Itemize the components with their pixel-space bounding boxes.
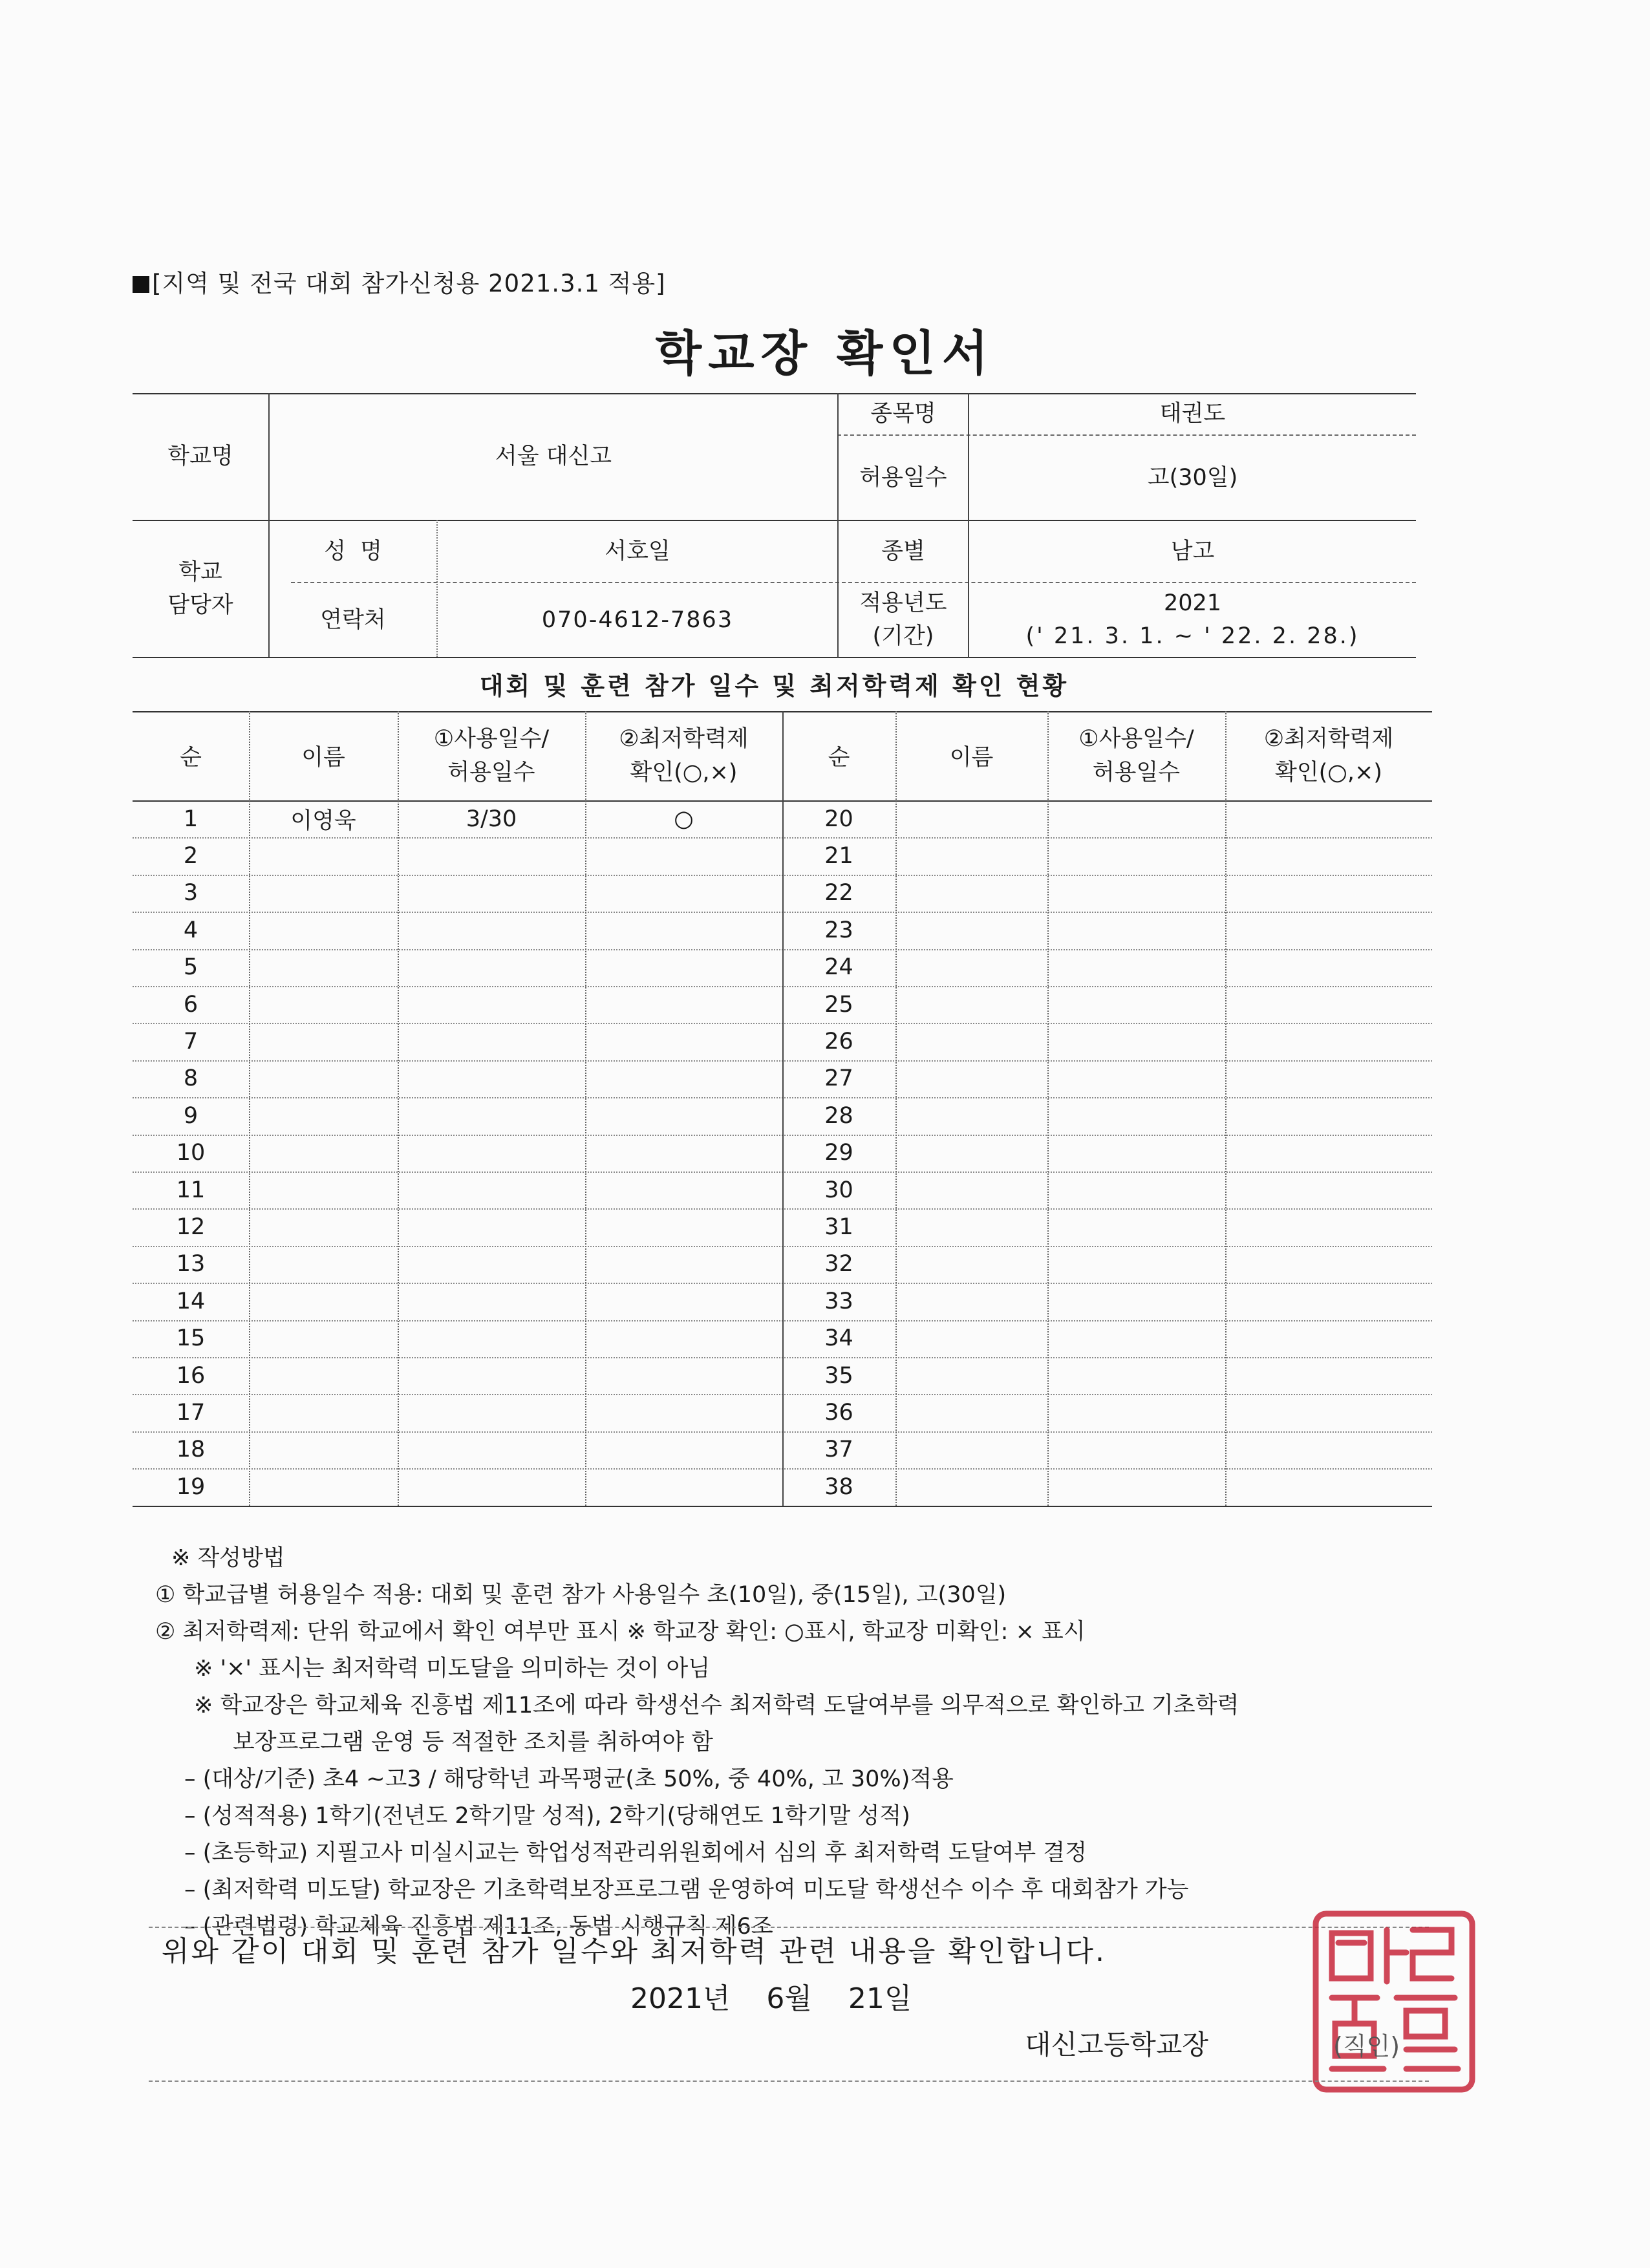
header-days-left [398, 711, 585, 800]
manager-label-line2: 담당자 [167, 592, 233, 618]
year-label [839, 583, 968, 657]
form-header-text: [지역 및 전국 대회 참가신청용 2021.3.1 적용] [152, 270, 666, 297]
note-line-2: ② 최저학력제: 단위 학교에서 확인 여부만 표시 ※ 학교장 확인: ○표시, 학교장 미확인: × 표시 [155, 1619, 1086, 1645]
row-days-used [1047, 800, 1225, 837]
row-days-used [1047, 1246, 1225, 1283]
row-name [895, 1431, 1047, 1468]
row-days-used: 3/30 [466, 806, 517, 832]
row-number: 13 [176, 1251, 206, 1278]
row-days-used [1047, 1320, 1225, 1357]
header-check-line2: 확인(○,×) [1275, 760, 1382, 786]
header-days-right [1047, 711, 1225, 800]
row-number: 20 [824, 806, 853, 832]
row-days-used [398, 1060, 585, 1097]
row-days-used [398, 949, 585, 986]
row-number: 5 [183, 954, 198, 981]
row-name [249, 1394, 398, 1431]
row-number: 2 [183, 843, 198, 870]
category-value: 남고 [1170, 538, 1215, 564]
row-name [895, 1135, 1047, 1171]
row-number: 26 [824, 1029, 853, 1055]
row-name [895, 800, 1047, 837]
row-min-grade-check [1225, 1394, 1432, 1431]
row-days-used [1047, 986, 1225, 1023]
row-days-used [1047, 875, 1225, 912]
row-number: 19 [176, 1473, 206, 1500]
row-name [895, 1246, 1047, 1283]
row-days-used [398, 1171, 585, 1208]
row-min-grade-check [585, 1320, 782, 1357]
row-name [895, 949, 1047, 986]
row-days-used [1047, 1060, 1225, 1097]
row-number: 23 [824, 917, 853, 943]
row-min-grade-check [1225, 1283, 1432, 1320]
row-min-grade-check [1225, 1171, 1432, 1208]
row-number: 33 [824, 1288, 853, 1314]
note-line-10: – (관련법령) 학교체육 진흥법 제11조, 동법 시행규칙 제6조 [184, 1914, 773, 1940]
row-number: 1 [183, 806, 198, 832]
document-title: 학교장 확인서 [655, 326, 995, 381]
row-number: 37 [824, 1437, 853, 1463]
row-number: 8 [183, 1065, 198, 1092]
row-name [249, 1468, 398, 1505]
instructions-heading: ※ 작성방법 [171, 1545, 285, 1571]
row-min-grade-check [1225, 986, 1432, 1023]
note-line-7: – (성적적용) 1학기(전년도 2학기말 성적), 2학기(당해연도 1학기말 성적) [184, 1803, 910, 1829]
header-no-left: 순 [180, 745, 202, 771]
row-days-used [1047, 1283, 1225, 1320]
year-number: 2021 [1163, 590, 1222, 617]
row-min-grade-check [585, 986, 782, 1023]
row-number: 14 [176, 1288, 206, 1314]
row-number: 10 [176, 1140, 206, 1166]
sport-label: 종목명 [870, 400, 936, 427]
row-number: 35 [824, 1362, 853, 1389]
contact-value: 070-4612-7863 [541, 606, 734, 633]
confirmation-date: 2021년 6월 21일 [630, 1982, 912, 2015]
row-name [249, 1135, 398, 1171]
year-label-line1: 적용년도 [859, 590, 947, 617]
row-name [895, 1060, 1047, 1097]
header-name-right: 이름 [949, 745, 994, 771]
row-min-grade-check [585, 1394, 782, 1431]
year-label-line2: (기간) [872, 623, 934, 649]
row-name [249, 912, 398, 948]
row-name [249, 986, 398, 1023]
row-name [249, 1357, 398, 1394]
row-number: 4 [183, 917, 198, 943]
row-number: 27 [824, 1065, 853, 1092]
row-min-grade-check [1225, 1208, 1432, 1245]
row-number: 31 [824, 1214, 853, 1241]
row-name [895, 875, 1047, 912]
row-name [895, 1283, 1047, 1320]
row-number: 22 [824, 880, 853, 906]
category-label: 종별 [881, 538, 925, 564]
row-min-grade-check [1225, 1060, 1432, 1097]
row-days-used [398, 1023, 585, 1060]
school-name-label: 학교명 [167, 443, 233, 469]
row-min-grade-check [585, 1060, 782, 1097]
row-name [249, 1208, 398, 1245]
row-days-used [1047, 1357, 1225, 1394]
form-header-label [133, 264, 666, 299]
row-days-used [398, 1320, 585, 1357]
row-name [895, 986, 1047, 1023]
row-min-grade-check [585, 1431, 782, 1468]
row-name [895, 1023, 1047, 1060]
row-number: 17 [176, 1400, 206, 1426]
row-name [249, 875, 398, 912]
row-number: 38 [824, 1473, 853, 1500]
row-min-grade-check [585, 1468, 782, 1505]
row-number: 34 [824, 1325, 853, 1352]
note-line-9: – (최저학력 미도달) 학교장은 기초학력보장프로그램 운영하여 미도달 학생선수 이수 후 대회참가 가능 [184, 1877, 1189, 1903]
row-name [895, 1320, 1047, 1357]
row-name [249, 949, 398, 986]
row-min-grade-check [1225, 1431, 1432, 1468]
row-number: 7 [183, 1029, 198, 1055]
row-number: 16 [176, 1362, 206, 1389]
row-days-used [398, 1135, 585, 1171]
seal-mark-text: (직인) [1333, 2032, 1400, 2060]
row-name [249, 1023, 398, 1060]
row-number: 6 [183, 991, 198, 1018]
row-min-grade-check: ○ [674, 806, 694, 832]
row-days-used [398, 837, 585, 874]
row-number: 25 [824, 991, 853, 1018]
row-number: 30 [824, 1177, 853, 1203]
row-min-grade-check [585, 875, 782, 912]
school-name-value: 서울 대신고 [495, 443, 612, 469]
header-no-right: 순 [828, 745, 850, 771]
row-min-grade-check [1225, 949, 1432, 986]
row-name [249, 837, 398, 874]
row-name [895, 1171, 1047, 1208]
row-min-grade-check [585, 1357, 782, 1394]
row-min-grade-check [585, 912, 782, 948]
header-days-line1: ①사용일수/ [1078, 725, 1194, 752]
row-min-grade-check [1225, 800, 1432, 837]
row-number: 32 [824, 1251, 853, 1278]
row-name [249, 1060, 398, 1097]
row-days-used [398, 1208, 585, 1245]
manager-name-value: 서호일 [605, 538, 670, 564]
row-name [895, 1357, 1047, 1394]
official-seal-stamp [1309, 1907, 1479, 2096]
row-number: 28 [824, 1102, 853, 1129]
row-name [895, 1208, 1047, 1245]
row-days-used [398, 1246, 585, 1283]
row-days-used [1047, 912, 1225, 948]
row-name [895, 1468, 1047, 1505]
note-line-8: – (초등학교) 지필고사 미실시교는 학업성적관리위원회에서 심의 후 최저학력 도달여부 결정 [184, 1840, 1087, 1866]
allowed-days-label: 허용일수 [859, 464, 947, 491]
row-days-used [1047, 1097, 1225, 1134]
note-line-1: ① 학교급별 허용일수 적용: 대회 및 훈련 참가 사용일수 초(10일), 중(15일), 고(30일) [155, 1582, 1007, 1608]
black-square-icon [133, 276, 149, 293]
header-check-line2: 확인(○,×) [630, 760, 738, 786]
row-number: 36 [824, 1400, 853, 1426]
row-days-used [398, 986, 585, 1023]
confirmation-text: 위와 같이 대회 및 훈련 참가 일수와 최저학력 관련 내용을 확인합니다. [162, 1935, 1106, 1968]
header-days-line2: 허용일수 [1092, 760, 1181, 786]
note-line-6: – (대상/기준) 초4 ~고3 / 해당학년 과목평균(초 50%, 중 40%, 고 30%)적용 [184, 1766, 954, 1792]
principal-title: 대신고등학교장 [1025, 2029, 1209, 2060]
row-name [249, 1171, 398, 1208]
row-number: 29 [824, 1140, 853, 1166]
row-name [895, 1394, 1047, 1431]
row-name [249, 1097, 398, 1134]
row-number: 21 [824, 843, 853, 870]
header-check-right [1225, 711, 1432, 800]
row-name [249, 1283, 398, 1320]
row-name [249, 1431, 398, 1468]
row-days-used [1047, 1468, 1225, 1505]
row-days-used [398, 1357, 585, 1394]
info-table [133, 393, 1416, 658]
row-days-used [1047, 1171, 1225, 1208]
row-number: 9 [183, 1102, 198, 1129]
row-min-grade-check [1225, 1246, 1432, 1283]
row-min-grade-check [1225, 1097, 1432, 1134]
row-number: 3 [183, 880, 198, 906]
row-min-grade-check [585, 1283, 782, 1320]
row-min-grade-check [585, 949, 782, 986]
row-min-grade-check [585, 1135, 782, 1171]
row-days-used [398, 912, 585, 948]
note-line-3: ※ '×' 표시는 최저학력 미도달을 의미하는 것이 아님 [194, 1656, 711, 1682]
header-check-line1: ②최저학력제 [619, 725, 749, 752]
row-name [895, 912, 1047, 948]
divider-bottom [149, 2081, 1429, 2082]
row-days-used [398, 1468, 585, 1505]
row-days-used [398, 1394, 585, 1431]
row-min-grade-check [1225, 1023, 1432, 1060]
row-number: 24 [824, 954, 853, 981]
row-number: 12 [176, 1214, 206, 1241]
row-number: 11 [176, 1177, 206, 1203]
manager-label [133, 521, 268, 657]
row-min-grade-check [1225, 875, 1432, 912]
row-number: 15 [176, 1325, 206, 1352]
note-line-4: ※ 학교장은 학교체육 진흥법 제11조에 따라 학생선수 최저학력 도달여부를 의무적으로 확인하고 기초학력 [194, 1693, 1239, 1718]
row-number: 18 [176, 1437, 206, 1463]
row-days-used [1047, 837, 1225, 874]
manager-label-line1: 학교 [178, 559, 222, 586]
row-min-grade-check [585, 837, 782, 874]
header-check-left [585, 711, 782, 800]
row-min-grade-check [1225, 1320, 1432, 1357]
row-days-used [1047, 949, 1225, 986]
row-days-used [398, 875, 585, 912]
row-days-used [1047, 1431, 1225, 1468]
row-days-used [1047, 1023, 1225, 1060]
row-name: 이영욱 [290, 808, 356, 834]
manager-name-label: 성 명 [324, 538, 382, 564]
instructions [155, 1540, 1448, 1945]
year-period: (' 21. 3. 1. ~ ' 22. 2. 28.) [1025, 623, 1360, 649]
row-days-used [1047, 1135, 1225, 1171]
row-min-grade-check [1225, 1135, 1432, 1171]
row-days-used [1047, 1208, 1225, 1245]
year-value [969, 583, 1416, 657]
row-min-grade-check [1225, 1468, 1432, 1505]
row-name [895, 1097, 1047, 1134]
row-days-used [398, 1431, 585, 1468]
contact-label: 연락처 [320, 606, 386, 633]
row-min-grade-check [585, 1097, 782, 1134]
row-days-used [1047, 1394, 1225, 1431]
note-line-5: 보장프로그램 운영 등 적절한 조치를 취하여야 함 [233, 1729, 713, 1755]
row-name [249, 1246, 398, 1283]
header-days-line2: 허용일수 [447, 760, 535, 786]
section-title: 대회 및 훈련 참가 일수 및 최저학력제 확인 현황 [479, 672, 1069, 700]
row-name [249, 1320, 398, 1357]
header-check-line1: ②최저학력제 [1263, 725, 1394, 752]
row-name [895, 837, 1047, 874]
allowed-days-value: 고(30일) [1147, 464, 1238, 491]
row-min-grade-check [585, 1171, 782, 1208]
row-min-grade-check [585, 1208, 782, 1245]
sport-value: 태권도 [1159, 400, 1226, 427]
row-min-grade-check [585, 1023, 782, 1060]
row-min-grade-check [1225, 837, 1432, 874]
row-min-grade-check [1225, 1357, 1432, 1394]
header-name-left: 이름 [301, 745, 345, 771]
row-days-used [398, 1283, 585, 1320]
row-days-used [398, 1097, 585, 1134]
row-min-grade-check [585, 1246, 782, 1283]
header-days-line1: ①사용일수/ [433, 725, 550, 752]
table-rule [133, 1506, 1432, 1507]
roster-table [133, 711, 1432, 1506]
row-min-grade-check [1225, 912, 1432, 948]
